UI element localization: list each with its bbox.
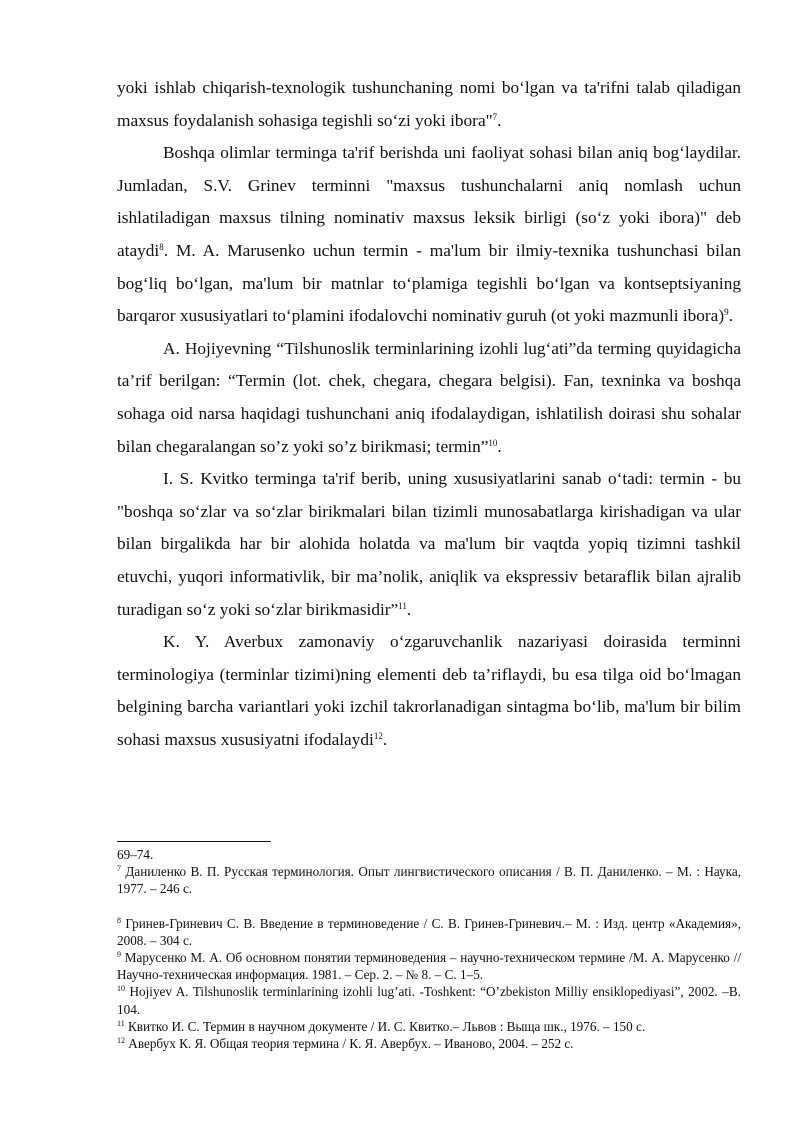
footnote-separator [117,841,271,842]
paragraph: K. Y. Averbux zamonaviy o‘zgaruvchanlik nazariyasi doirasida terminni terminologiya (terminlar tizimi)ning elementi deb ta’riflaydi, bu esa tilga oid bo‘lmagan belgining barcha variantlari yoki izchil takrorlanadigan sintagma bo‘lib, ma'lum bir bilim sohasi maxsus xususiyatni ifodalaydi$^{12}$. [117,632,741,749]
footnote-carryover: 69–74. [117,847,154,862]
footnote-ref[interactable]: 9 [724,307,729,318]
footnote-number: 9 [117,950,121,960]
paragraph: yoki ishlab chiqarish-texnologik tushunchaning nomi bo‘lgan va ta'rifni talab qiladigan maxsus foydalanish sohasiga tegishli so‘zi yoki ibora"$^7$. [117,78,741,130]
footnote-ref[interactable]: 11 [398,600,407,611]
footnotes [117,846,741,1052]
main-text [117,72,741,756]
footnote-ref[interactable]: 8 [159,241,164,252]
paragraph: A. Hojiyevning “Tilshunoslik terminlarining izohli lug‘ati”da terming quyidagicha ta’rif berilgan: “Termin (lot. chek, chegara, chegara belgisi). Fan, texninka va boshqa sohaga oid narsa haqidagi tushunchani aniq ifodalaydigan, ishlatilish doirasi shu sohalar bilan chegaralangan so’z yoki so’z birikmasi; termin”$^{10}$. [117,338,741,456]
footnote-item: $^{11}$ Квитко И. С. Термин в научном документе / И. С. Квитко.– Львов : Выща шк., 1976. – 150 с. [117,1018,646,1034]
footnote-number: 12 [117,1036,125,1046]
footnote-number: 7 [117,864,121,874]
footnote-item: $^8$ Гринев-Гриневич С. В. Введение в терминоведение / С. В. Гринев-Гриневич.– М. : Изд. центр «Академия», 2008. – 304 с. [117,915,742,948]
footnote-ref[interactable]: 10 [488,437,498,448]
footnote-item: $^9$ Марусенко М. А. Об основном понятии терминоведения – научно-техническом термине /М. А. Марусенко // Научно-техническая информация. 1981. – Сер. 2. – № 8. – С. 1–5. [117,950,742,983]
paragraph: I. S. Kvitko terminga ta'rif berib, uning xususiyatlarini sanab o‘tadi: termin - bu "boshqa so‘zlar va so‘zlar birikmalari bilan tizimli munosabatlarga kirishadigan va ular bilan birgalikda har bir alohida holatda va ma'lum bir vaqtda yopiq tizimni tashkil etuvchi, yuqori informativlik, bir ma’nolik, aniqlik va ekspressiv betaraflik bilan ajralib turadigan so‘z yoki so‘zlar birikmasidir”$^{11}$. [117,469,741,619]
footnote-ref[interactable]: 7 [492,111,498,122]
footnote-item: $^{10}$ Hojiyev A. Tilshunoslik terminlarining izohli lug’ati. -Toshkent: “O’zbekiston Milliy ensiklopediyasi”, 2002. –B. 104. [117,984,741,1017]
footnote-number: 11 [117,1018,125,1028]
footnote-ref[interactable]: 12 [373,730,383,741]
paragraph: Boshqa olimlar terminga ta'rif berishda uni faoliyat sohasi bilan aniq bog‘laydilar. Jumladan, S.V. Grinev terminni "maxsus tushunchalarni aniq nomlash uchun ishlatiladigan maxsus tilning nominativ maxsus leksik birligi (so‘z yoki ibora)" deb ataydi$^8$. M. A. Marusenko uchun termin - ma'lum bir ilmiy-texnika tushunchasi bilan bog‘liq bo‘lgan, ma'lum bir matnlar to‘plamiga tegishli bo‘lgan va kontseptsiyaning barqaror xususiyatlari to‘plamini ifodalovchi nominativ guruh (ot yoki mazmunli ibora)$^9$. [117,143,741,326]
footnote-number: 10 [117,984,125,994]
footnote-number: 8 [117,915,121,925]
footnote-item: $^7$ Даниленко В. П. Русская терминология. Опыт лингвистического описания / В. П. Даниленко. – М. : Наука, 1977. – 246 с. [117,864,741,897]
footnote-item: $^{12}$ Авербух К. Я. Общая теория термина / К. Я. Авербух. – Иваново, 2004. – 252 с. [117,1036,574,1052]
